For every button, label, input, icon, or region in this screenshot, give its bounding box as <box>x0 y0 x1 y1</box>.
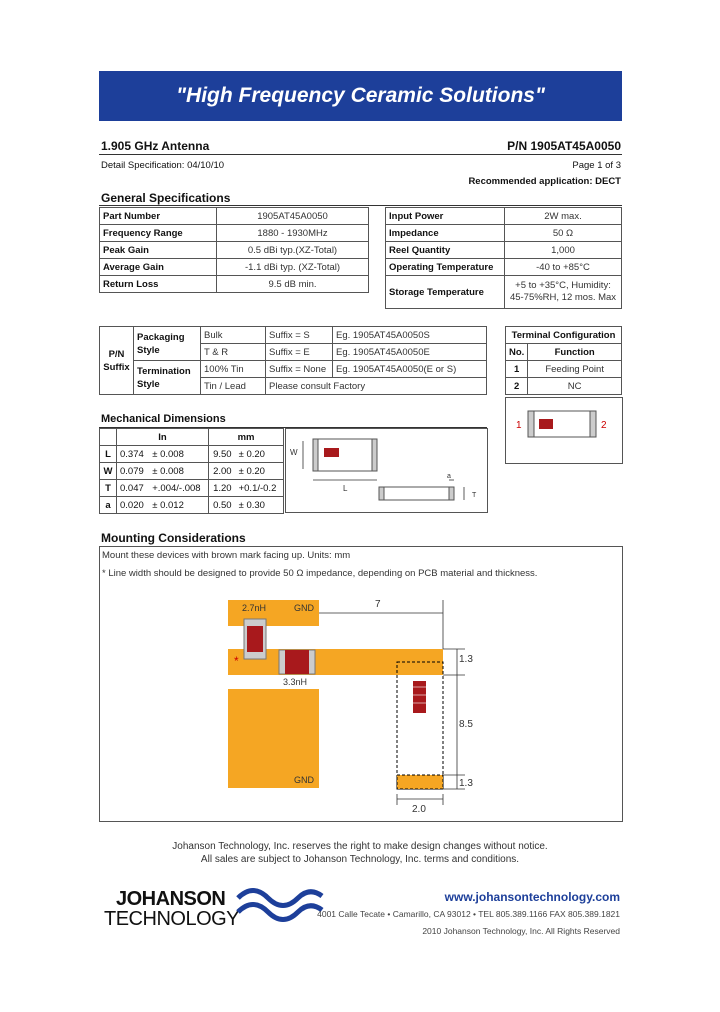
gnd-pad-bottom <box>228 689 319 788</box>
in-value: 0.079 <box>117 463 150 480</box>
spec-value: -40 to +85°C <box>505 259 622 276</box>
suffix-cell: T & R <box>201 344 266 361</box>
spec-label: Reel Quantity <box>386 242 505 259</box>
feed-star: * <box>234 654 239 668</box>
inductor-3-3nh-body <box>285 650 309 674</box>
chip-end-left <box>528 411 534 437</box>
suffix-cell: Please consult Factory <box>266 378 487 395</box>
detail-spec: Detail Specification: 04/10/10 <box>101 160 225 171</box>
spec-value: 0.5 dBi typ.(XZ-Total) <box>217 242 369 259</box>
spec-value: 2W max. <box>505 208 622 225</box>
pin2-label: 2 <box>601 420 607 431</box>
chip-dimension-svg <box>286 429 487 512</box>
mounting-panel <box>99 546 623 822</box>
part-number-heading: P/N 1905AT45A0050 <box>507 139 621 153</box>
spec-value: 1880 - 1930MHz <box>217 225 369 242</box>
table-row <box>100 276 369 293</box>
spec-value: +5 to +35°C, Humidity: 45-75%RH, 12 mos. Max <box>505 276 622 309</box>
company-address: 4001 Calle Tecate • Camarillo, CA 93012 • TEL 805.389.1166 FAX 805.389.1821 <box>317 909 620 919</box>
mm-value: 9.50 <box>209 446 236 463</box>
dim-label: T <box>100 480 117 497</box>
logo-johanson: JOHANSON <box>116 888 226 910</box>
table-row <box>100 242 369 259</box>
suffix-cell: Bulk <box>201 327 266 344</box>
mounting-note-2: * Line width should be designed to provide 50 Ω impedance, depending on PCB material and thickness. <box>102 568 538 579</box>
spec-value: 1,000 <box>505 242 622 259</box>
pin1-label: 1 <box>516 420 522 431</box>
terminal-no: 2 <box>506 378 528 395</box>
in-value: 0.374 <box>117 446 150 463</box>
spec-value: 9.5 dB min. <box>217 276 369 293</box>
table-row <box>386 276 622 309</box>
in-value: 0.047 <box>117 480 150 497</box>
mm-tol: ± 0.30 <box>236 497 284 514</box>
table-row <box>100 259 369 276</box>
suffix-cell: Eg. 1905AT45A0050E <box>333 344 487 361</box>
terminal-fn: Feeding Point <box>528 361 622 378</box>
dim-2-0-label: 2.0 <box>412 804 426 815</box>
dim-label: L <box>100 446 117 463</box>
dim-blank <box>100 429 117 446</box>
terminal-title: Terminal Configuration <box>506 327 622 344</box>
table-row <box>386 259 622 276</box>
col-in: In <box>117 429 209 446</box>
t-label: T <box>472 492 477 499</box>
mm-tol: +0.1/-0.2 <box>236 480 284 497</box>
general-spec-title: General Specifications <box>101 191 231 205</box>
table-row <box>100 446 284 463</box>
table-row <box>100 327 487 344</box>
copyright: 2010 Johanson Technology, Inc. All Rights Reserved <box>422 926 620 936</box>
spec-label: Storage Temperature <box>386 276 505 309</box>
table-row <box>100 463 284 480</box>
dim-label: a <box>100 497 117 514</box>
dim-8-5-label: 8.5 <box>459 719 473 730</box>
termination-style-label: Termination Style <box>134 361 201 395</box>
mm-tol: ± 0.20 <box>236 463 284 480</box>
mm-tol: ± 0.20 <box>236 446 284 463</box>
mounting-note-1: Mount these devices with brown mark facing up. Units: mm <box>102 550 351 561</box>
in-tol: ± 0.008 <box>149 446 208 463</box>
suffix-cell: Tin / Lead <box>201 378 266 395</box>
antenna-mark <box>413 681 426 713</box>
logo-wave-icon <box>236 886 324 926</box>
spec-label: Return Loss <box>100 276 217 293</box>
a-label: a <box>447 473 451 480</box>
chip-top-end-left <box>313 439 318 471</box>
table-row <box>100 361 487 378</box>
table-row <box>506 344 622 361</box>
header-rule <box>99 154 622 155</box>
spec-label: Peak Gain <box>100 242 217 259</box>
table-row <box>100 208 369 225</box>
general-rule <box>99 205 622 206</box>
spec-label: Impedance <box>386 225 505 242</box>
spec-label: Input Power <box>386 208 505 225</box>
terminal-diagram <box>505 397 623 464</box>
general-left-table <box>99 207 369 293</box>
dim-label: W <box>100 463 117 480</box>
mechanical-drawing <box>285 428 488 513</box>
website-link[interactable]: www.johansontechnology.com <box>444 890 620 904</box>
chip-body <box>528 411 596 437</box>
table-row <box>100 480 284 497</box>
suffix-cell: Suffix = E <box>266 344 333 361</box>
recommended-application: Recommended application: DECT <box>468 176 621 187</box>
inductor-3-3nh-label: 3.3nH <box>283 677 308 687</box>
suffix-cell: Eg. 1905AT45A0050(E or S) <box>333 361 487 378</box>
mechanical-table <box>99 428 284 514</box>
spec-label: Average Gain <box>100 259 217 276</box>
table-row <box>506 361 622 378</box>
col-header: No. <box>506 344 528 361</box>
mechanical-title: Mechanical Dimensions <box>101 413 226 425</box>
suffix-cell: 100% Tin <box>201 361 266 378</box>
suffix-label: P/N Suffix <box>100 327 134 395</box>
spec-value: -1.1 dBi typ. (XZ-Total) <box>217 259 369 276</box>
spec-value: 1905AT45A0050 <box>217 208 369 225</box>
packaging-style-label: Packaging Style <box>134 327 201 361</box>
spec-value: 50 Ω <box>505 225 622 242</box>
spec-label: Part Number <box>100 208 217 225</box>
in-value: 0.020 <box>117 497 150 514</box>
table-row <box>100 225 369 242</box>
product-title: 1.905 GHz Antenna <box>101 139 210 153</box>
dim-1-3-top-label: 1.3 <box>459 654 473 665</box>
suffix-cell: Eg. 1905AT45A0050S <box>333 327 487 344</box>
footer-notice-1: Johanson Technology, Inc. reserves the right to make design changes without notice. <box>172 841 548 852</box>
table-row <box>100 429 284 446</box>
logo-technology: TECHNOLOGY <box>104 908 240 930</box>
mm-value: 2.00 <box>209 463 236 480</box>
mm-value: 0.50 <box>209 497 236 514</box>
in-tol: ± 0.012 <box>149 497 208 514</box>
table-row <box>386 225 622 242</box>
spec-label: Operating Temperature <box>386 259 505 276</box>
inductor-2-7nh-label: 2.7nH <box>242 603 267 613</box>
gnd-label-top: GND <box>294 603 314 613</box>
footer-notice-2: All sales are subject to Johanson Technology, Inc. terms and conditions. <box>200 854 520 865</box>
l-label: L <box>343 484 348 493</box>
suffix-cell: Suffix = None <box>266 361 333 378</box>
chip-side-end-left <box>379 487 384 500</box>
antenna-pad-bottom <box>397 775 443 789</box>
col-mm: mm <box>209 429 284 446</box>
in-tol: ± 0.008 <box>149 463 208 480</box>
dim-7-label: 7 <box>375 599 381 610</box>
footprint-svg <box>100 547 622 821</box>
in-tol: +.004/-.008 <box>149 480 208 497</box>
spec-label: Frequency Range <box>100 225 217 242</box>
banner: "High Frequency Ceramic Solutions" <box>99 71 622 121</box>
col-header: Function <box>528 344 622 361</box>
table-row <box>506 327 622 344</box>
chip-side-end-right <box>449 487 454 500</box>
terminal-no: 1 <box>506 361 528 378</box>
gnd-label-bottom: GND <box>294 775 314 785</box>
table-row <box>386 208 622 225</box>
brown-mark <box>539 419 553 429</box>
dim-1-3-bottom-label: 1.3 <box>459 778 473 789</box>
page-number: Page 1 of 3 <box>572 160 621 171</box>
mm-value: 1.20 <box>209 480 236 497</box>
table-row <box>100 497 284 514</box>
suffix-cell: Suffix = S <box>266 327 333 344</box>
chip-end-right <box>590 411 596 437</box>
terminal-table <box>505 326 622 395</box>
inductor-2-7nh-body <box>247 626 263 652</box>
general-right-table <box>385 207 622 309</box>
suffix-table <box>99 326 487 395</box>
chip-top-end-right <box>372 439 377 471</box>
terminal-fn: NC <box>528 378 622 395</box>
terminal-chip-svg <box>506 398 622 463</box>
chip-top-mark <box>324 448 339 457</box>
table-row <box>506 378 622 395</box>
table-row <box>386 242 622 259</box>
w-label: W <box>290 448 298 457</box>
chip-top-body <box>313 439 377 471</box>
chip-side-body <box>379 487 454 500</box>
mounting-title: Mounting Considerations <box>101 531 246 545</box>
